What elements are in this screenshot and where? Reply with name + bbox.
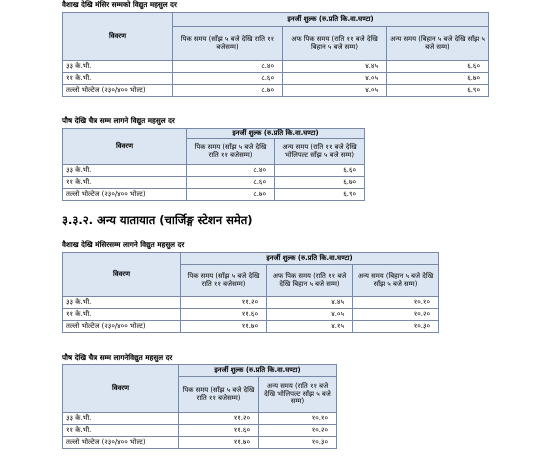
group-header: इनर्जी शुल्क (रु.प्रति कि.वा.घण्टा) xyxy=(173,13,489,27)
cell-value: ८.६० xyxy=(173,73,283,85)
table-row xyxy=(63,297,439,309)
table-row xyxy=(63,309,439,321)
cell-value: ८.७० xyxy=(187,189,275,201)
cell-value: ४.०५ xyxy=(283,85,387,97)
table-row xyxy=(63,413,337,425)
cell-value: ११.२० xyxy=(181,297,267,309)
column-header: विवरण xyxy=(63,365,179,413)
cell-value: ४.१५ xyxy=(267,321,353,333)
cell-value: ४.०५ xyxy=(267,309,353,321)
table-row xyxy=(63,73,489,85)
tariff-table xyxy=(62,252,439,333)
cell-value: ६.९० xyxy=(387,85,489,97)
cell-value: ११.६० xyxy=(179,425,259,437)
row-label: ३३ के.भी. xyxy=(63,413,179,425)
row-label: ११ के.भी. xyxy=(63,73,173,85)
table-caption: वैशाख देखि मंसिरसम्म लागने विद्युत महसुल दर xyxy=(62,240,185,249)
row-label: ३३ के.भी. xyxy=(63,297,181,309)
row-label: तल्लो भोल्टेज (२३०/४०० भोल्ट) xyxy=(63,437,179,449)
column-header: पिक समय (साँझ ५ बजे देखि राति ११ बजेसम्म) xyxy=(181,265,267,297)
cell-value: ४.०५ xyxy=(283,73,387,85)
cell-value: ८.६० xyxy=(187,177,275,189)
column-header: अन्य समय (बिहान ५ बजे देखि साँझ ५ बजे सम्म) xyxy=(387,27,489,61)
row-label: ११ के.भी. xyxy=(63,425,179,437)
group-header: इनर्जी शुल्क (रु.प्रति कि.वा.घण्टा) xyxy=(181,253,439,265)
row-label: ११ के.भी. xyxy=(63,177,187,189)
column-header: अन्य समय (राति ११ बजे देखि भोलिपल्ट साँझ ५ बजे सम्म) xyxy=(275,139,365,165)
cell-value: १०.३० xyxy=(353,321,439,333)
cell-value: ८.७० xyxy=(173,85,283,97)
table-row xyxy=(63,189,365,201)
tariff-table xyxy=(62,128,365,201)
table-row xyxy=(63,61,489,73)
column-header: विवरण xyxy=(63,129,187,165)
table-row xyxy=(63,85,489,97)
table-row xyxy=(63,425,337,437)
cell-value: ११.७० xyxy=(179,437,259,449)
cell-value: १०.१० xyxy=(259,413,337,425)
cell-value: १०.३० xyxy=(259,437,337,449)
row-label: तल्लो भोल्टेज (२३०/४०० भोल्ट) xyxy=(63,321,181,333)
table-row xyxy=(63,437,337,449)
column-header: विवरण xyxy=(63,253,181,297)
cell-value: ११.६० xyxy=(181,309,267,321)
section-heading: ३.३.२. अन्य यातायात (चार्जिङ्ग स्टेशन समेत) xyxy=(62,213,253,227)
cell-value: १०.२० xyxy=(353,309,439,321)
tariff-table xyxy=(62,12,489,97)
cell-value: १०.१० xyxy=(353,297,439,309)
cell-value: ८.४० xyxy=(173,61,283,73)
cell-value: ६.९० xyxy=(275,189,365,201)
row-label: तल्लो भोल्टेज (२३०/४०० भोल्ट) xyxy=(63,85,173,97)
column-header: पिक समय (साँझ ५ बजे देखि राति ११ बजेसम्म) xyxy=(187,139,275,165)
cell-value: ६.७० xyxy=(387,73,489,85)
tariff-table xyxy=(62,364,337,449)
column-header: अफ पिक समय (राति ११ बजे देखि बिहान ५ बजे सम्म) xyxy=(283,27,387,61)
table-row xyxy=(63,321,439,333)
row-label: ११ के.भी. xyxy=(63,309,181,321)
row-label: ३३ के.भी. xyxy=(63,61,173,73)
column-header: अफ पिक समय (राति ११ बजे देखि बिहान ५ बजे सम्म) xyxy=(267,265,353,297)
column-header: अन्य समय (राति ११ बजे देखि भोलिपल्ट साँझ ५ बजे सम्म) xyxy=(259,377,337,413)
column-header: पिक समय (साँझ ५ बजे देखि राति ११ बजेसम्म) xyxy=(179,377,259,413)
group-header: इनर्जी शुल्क (रु.प्रति कि.वा.घण्टा) xyxy=(179,365,337,377)
cell-value: ११.७० xyxy=(181,321,267,333)
table-row xyxy=(63,177,365,189)
table-row xyxy=(63,165,365,177)
cell-value: १०.२० xyxy=(259,425,337,437)
group-header: इनर्जी शुल्क (रु.प्रति कि.वा.घण्टा) xyxy=(187,129,365,139)
cell-value: ११.२० xyxy=(179,413,259,425)
cell-value: ४.४५ xyxy=(267,297,353,309)
cell-value: ८.४० xyxy=(187,165,275,177)
row-label: ३३ के.भी. xyxy=(63,165,187,177)
column-header: विवरण xyxy=(63,13,173,61)
column-header: अन्य समय (बिहान ५ बजे देखि साँझ ५ बजे सम्म) xyxy=(353,265,439,297)
cell-value: ६.७० xyxy=(275,177,365,189)
cell-value: ४.४५ xyxy=(283,61,387,73)
table-caption: पौष देखि चैत्र सम्म लागनेविद्युत महसुल दर xyxy=(62,353,173,362)
row-label: तल्लो भोल्टेज (२३०/४०० भोल्ट) xyxy=(63,189,187,201)
cell-value: ६.६० xyxy=(387,61,489,73)
column-header: पिक समय (साँझ ५ बजे देखि राति ११ बजेसम्म) xyxy=(173,27,283,61)
table-caption: वैशाख देखि मंसिर सम्मको विद्युत महसुल दर xyxy=(62,0,177,9)
cell-value: ६.६० xyxy=(275,165,365,177)
table-caption: पौष देखि चैत्र सम्म लागने विद्युत महसुल दर xyxy=(62,116,175,125)
